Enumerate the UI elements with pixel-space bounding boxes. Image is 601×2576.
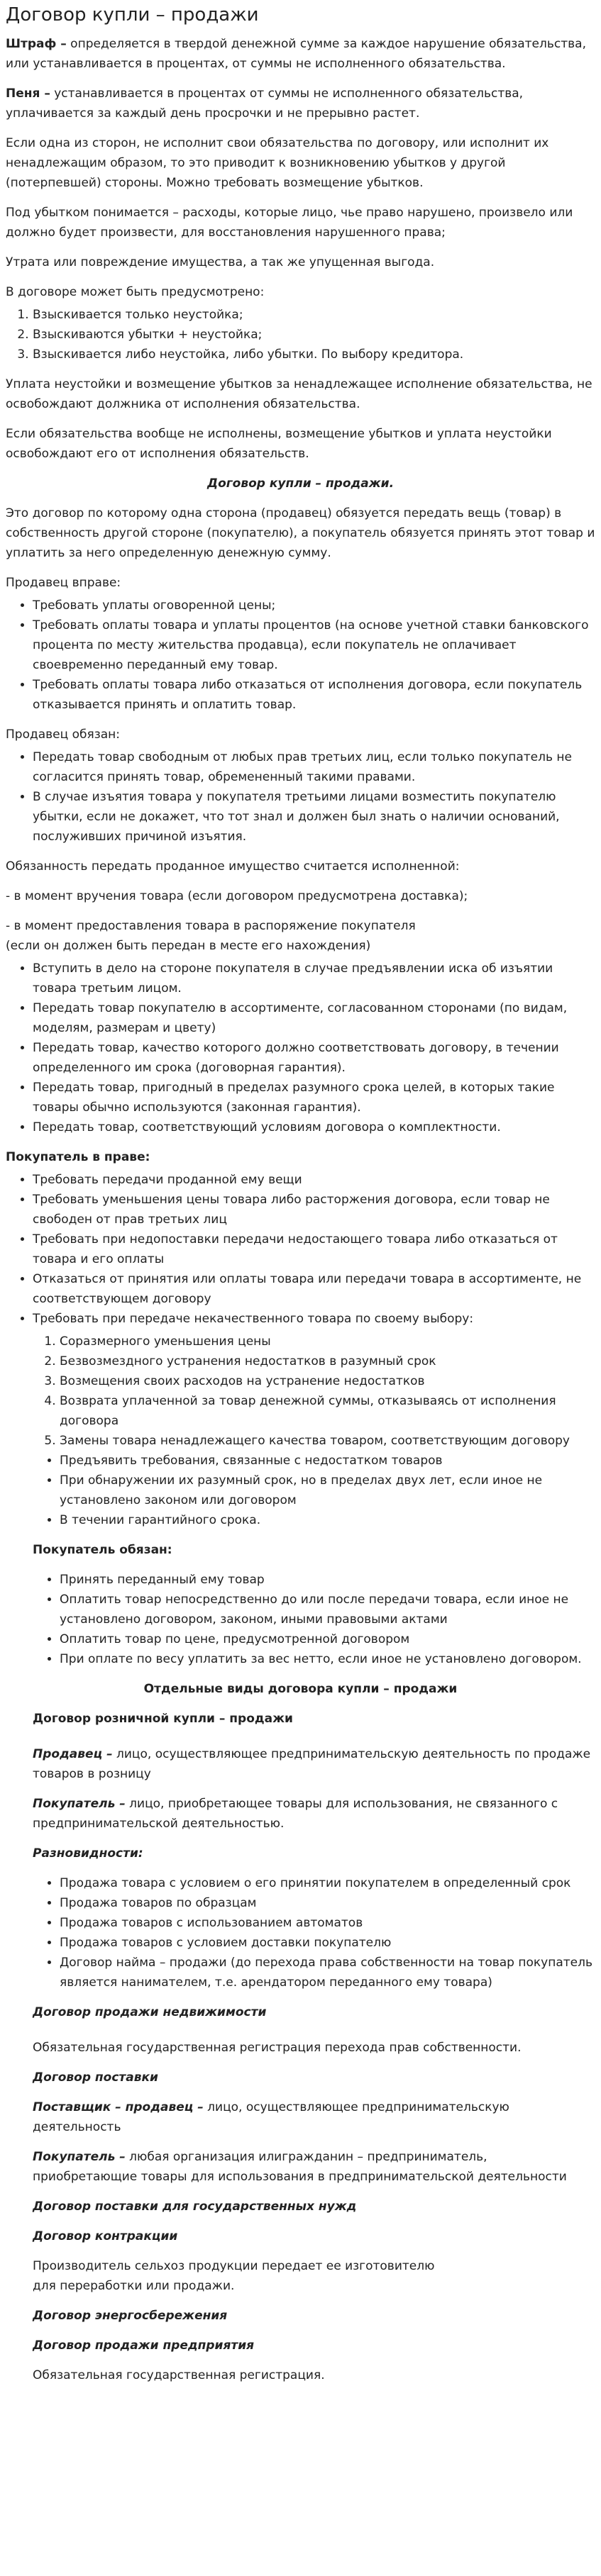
list-item: • При оплате по весу уплатить за вес нетто, если иное не установлено договором.: [60, 1649, 595, 1669]
page-title: Договор купли – продажи: [6, 4, 259, 26]
paragraph-v-dogovore: В договоре может быть предусмотрено:: [6, 285, 265, 299]
list-raznovidnosti: [33, 1873, 595, 1992]
list-item: • Требовать при передаче некачественного товара по своему выбору:: [33, 1309, 595, 1329]
list-item: 2. Безвозмездного устранения недостатков в разумный срок: [60, 1351, 595, 1371]
heading-otdelnye: Отдельные виды договора купли – продажи: [143, 1682, 458, 1696]
list-item: • Договор найма – продажи (до перехода права собственности на товар покупатель является нанимателем, т.е. арендатором переданного ему товара): [60, 1953, 595, 1992]
paragraph-ubytok: Под убытком понимается – расходы, которые лицо, чье право нарушено, произвело или должно будет произвести, для восстановления нарушенного права;: [6, 206, 573, 240]
paragraph-moment-vrucheniya: - в момент вручения товара (если договором предусмотрена доставка);: [6, 889, 468, 903]
term-penya: Пеня –: [6, 87, 50, 101]
list-item: 5. Замены товара ненадлежащего качества товаром, соответствующим договору: [60, 1431, 595, 1451]
paragraph-obyazannost: Обязанность передать проданное имущество считается исполненной:: [6, 859, 460, 874]
list-item: • При обнаружении их разумный срок, но в пределах двух лет, если иное не установлено законом или договором: [60, 1471, 595, 1510]
paragraph-definition: Это договор по которому одна сторона (продавец) обязуется передать вещь (товар) в собственность другой стороне (покупателю), а покупатель обязуется принять этот товар и уплатить за него определенную денежную сумму.: [6, 506, 595, 560]
list-item: • Требовать оплаты товара и уплаты процентов (на основе учетной ставки банковского процента по месту жительства продавца), если покупатель не оплачивает своевременно переданный ему товар.: [33, 615, 595, 675]
list-item: 4. Возврата уплаченной за товар денежной суммы, отказываясь от исполнения договора: [60, 1391, 595, 1431]
list-pred-trebovaniya: [33, 1451, 595, 1530]
paragraph-utrata: Утрата или повреждение имущества, а так же упущенная выгода.: [6, 255, 435, 269]
paragraph-kontrakcii: Производитель сельхоз продукции передает ее изготовителю для переработки или продажи.: [33, 2259, 435, 2293]
heading-roznichnoy: Договор розничной купли – продажи: [33, 1712, 293, 1726]
heading-postavki: Договор поставки: [33, 2070, 158, 2085]
list-item: • Требовать передачи проданной ему вещи: [33, 1170, 595, 1190]
list-item: • Отказаться от принятия или оплаты товара или передачи товара в ассортименте, не соответствующем договору: [33, 1269, 595, 1309]
paragraph-nedvizhimosti: Обязательная государственная регистрация перехода прав собственности.: [33, 2041, 522, 2055]
paragraph-one-side: Если одна из сторон, не исполнит свои обязательства по договору, или исполнит их ненадлежащим образом, то это приводит к возникновению убытков у другой (потерпевшей) стороны. Можно требовать возмещение убытков.: [6, 136, 549, 190]
paragraph-moment-predostavleniya: - в момент предоставления товара в распоряжение покупателя (если он должен быть передан в месте его нахождения): [6, 919, 416, 953]
heading-raznovidnosti: Разновидности:: [33, 1846, 143, 1861]
list-prodavec-obyazan-1: [6, 747, 595, 847]
heading-predpriyatiya: Договор продажи предприятия: [33, 2338, 255, 2353]
list-item: • Требовать уменьшения цены товара либо расторжения договора, если товар не свободен от прав третьих лиц: [33, 1190, 595, 1230]
list-item: • Принять переданный ему товар: [60, 1570, 595, 1590]
list-item: • Предъявить требования, связанные с недостатком товаров: [60, 1451, 595, 1471]
list-prodavec-vprave: [6, 596, 595, 715]
paragraph-shtraf: Штраф – определяется в твердой денежной сумме за каждое нарушение обязательства, или устанавливается в процентах, от суммы не исполненного обязательства.: [6, 37, 586, 71]
list-item: • Передать товар покупателю в ассортименте, согласованном сторонами (по видам, моделям, размерам и цвету): [33, 998, 595, 1038]
list-prodavec-obyazan-2: [6, 959, 595, 1137]
list-item: 1. Соразмерного уменьшения цены: [60, 1332, 595, 1351]
list-item: • Требовать уплаты оговоренной цены;: [33, 596, 595, 615]
list-pokupatel-obyazan: [33, 1570, 595, 1669]
list-item: • Вступить в дело на стороне покупателя в случае предъявлении иска об изъятии товара третьим лицом.: [33, 959, 595, 998]
list-item: 2. Взыскиваются убытки + неустойка;: [33, 325, 595, 345]
list-item: • Передать товар, соответствующий условиям договора о комплектности.: [33, 1117, 595, 1137]
heading-dogovor: Договор купли – продажи.: [206, 476, 395, 491]
heading-pokupatel-obyazan: Покупатель обязан:: [33, 1543, 172, 1557]
heading-nedvizhimosti: Договор продажи недвижимости: [33, 2005, 267, 2019]
list-item: • Продажа товаров с использованием автоматов: [60, 1913, 595, 1933]
paragraph-uplata: Уплата неустойки и возмещение убытков за ненадлежащее исполнение обязательства, не освобождают должника от исполнения обязательства.: [6, 377, 592, 411]
list-item: • Передать товар, качество которого должно соответствовать договору, в течении определенного им срока (договорная гарантия).: [33, 1038, 595, 1078]
list-item: 1. Взыскивается только неустойка;: [33, 305, 595, 325]
list-item: • В случае изъятия товара у покупателя третьими лицами возместить покупателю убытки, если не докажет, что тот знал и должен был знать о наличии оснований, послуживших причиной изъятия.: [33, 787, 595, 847]
paragraph-prodavec-vprave: Продавец вправе:: [6, 576, 121, 590]
heading-gos-nuzhd: Договор поставки для государственных нужд: [33, 2199, 357, 2214]
paragraph-prodavec-obyazan: Продавец обязан:: [6, 727, 121, 742]
list-predusmotreno: [6, 305, 595, 364]
list-item: 3. Взыскивается либо неустойка, либо убытки. По выбору кредитора.: [33, 345, 595, 364]
paragraph-esli-ne-ispolneny: Если обязательства вообще не исполнены, возмещение убытков и уплата неустойки освобождают его от исполнения обязательств.: [6, 427, 552, 461]
list-item: • Продажа товаров с условием доставки покупателю: [60, 1933, 595, 1953]
list-item: • В течении гарантийного срока.: [60, 1510, 595, 1530]
heading-pokupatel-vprave: Покупатель в праве:: [6, 1150, 150, 1164]
list-item: • Продажа товара с условием о его принятии покупателем в определенный срок: [60, 1873, 595, 1893]
paragraph-prodavec-def: Продавец – лицо, осуществляющее предпринимательскую деятельность по продаже товаров в розницу: [33, 1747, 591, 1781]
list-item: • Продажа товаров по образцам: [60, 1893, 595, 1913]
list-item: • Требовать оплаты товара либо отказаться от исполнения договора, если покупатель отказывается принять и оплатить товар.: [33, 675, 595, 715]
paragraph-pokupatel-postavki-def: Покупатель – любая организация илигражданин – предприниматель, приобретающие товары для использования в предпринимательской деятельности: [33, 2150, 567, 2184]
paragraph-predpriyatiya: Обязательная государственная регистрация.: [33, 2368, 325, 2382]
heading-kontrakcii: Договор контракции: [33, 2229, 178, 2243]
list-item: • Оплатить товар по цене, предусмотренной договором: [60, 1629, 595, 1649]
paragraph-postavshik-def: Поставщик – продавец – лицо, осуществляющее предпринимательскую деятельность: [33, 2100, 509, 2134]
list-item: • Требовать при недопоставки передачи недостающего товара либо отказаться от товара и его оплаты: [33, 1230, 595, 1269]
list-item: • Передать товар, пригодный в пределах разумного срока целей, в которых такие товары обычно используются (законная гарантия).: [33, 1078, 595, 1117]
heading-energo: Договор энергосбережения: [33, 2309, 228, 2323]
list-po-vyboru: [33, 1332, 595, 1451]
list-pokupatel-vprave: [6, 1170, 595, 1329]
list-item: 3. Возмещения своих расходов на устранение недостатков: [60, 1371, 595, 1391]
paragraph-penya: Пеня – устанавливается в процентах от суммы не исполненного обязательства, уплачивается за каждый день просрочки и не прерывно растет.: [6, 87, 524, 121]
paragraph-pokupatel-def: Покупатель – лицо, приобретающее товары для использования, не связанного с предпринимательской деятельностью.: [33, 1797, 558, 1831]
list-item: • Передать товар свободным от любых прав третьих лиц, если только покупатель не согласится принять товар, обремененный такими правами.: [33, 747, 595, 787]
list-item: • Оплатить товар непосредственно до или после передачи товара, если иное не установлено договором, законом, иными правовыми актами: [60, 1590, 595, 1629]
term-shtraf: Штраф –: [6, 37, 67, 51]
